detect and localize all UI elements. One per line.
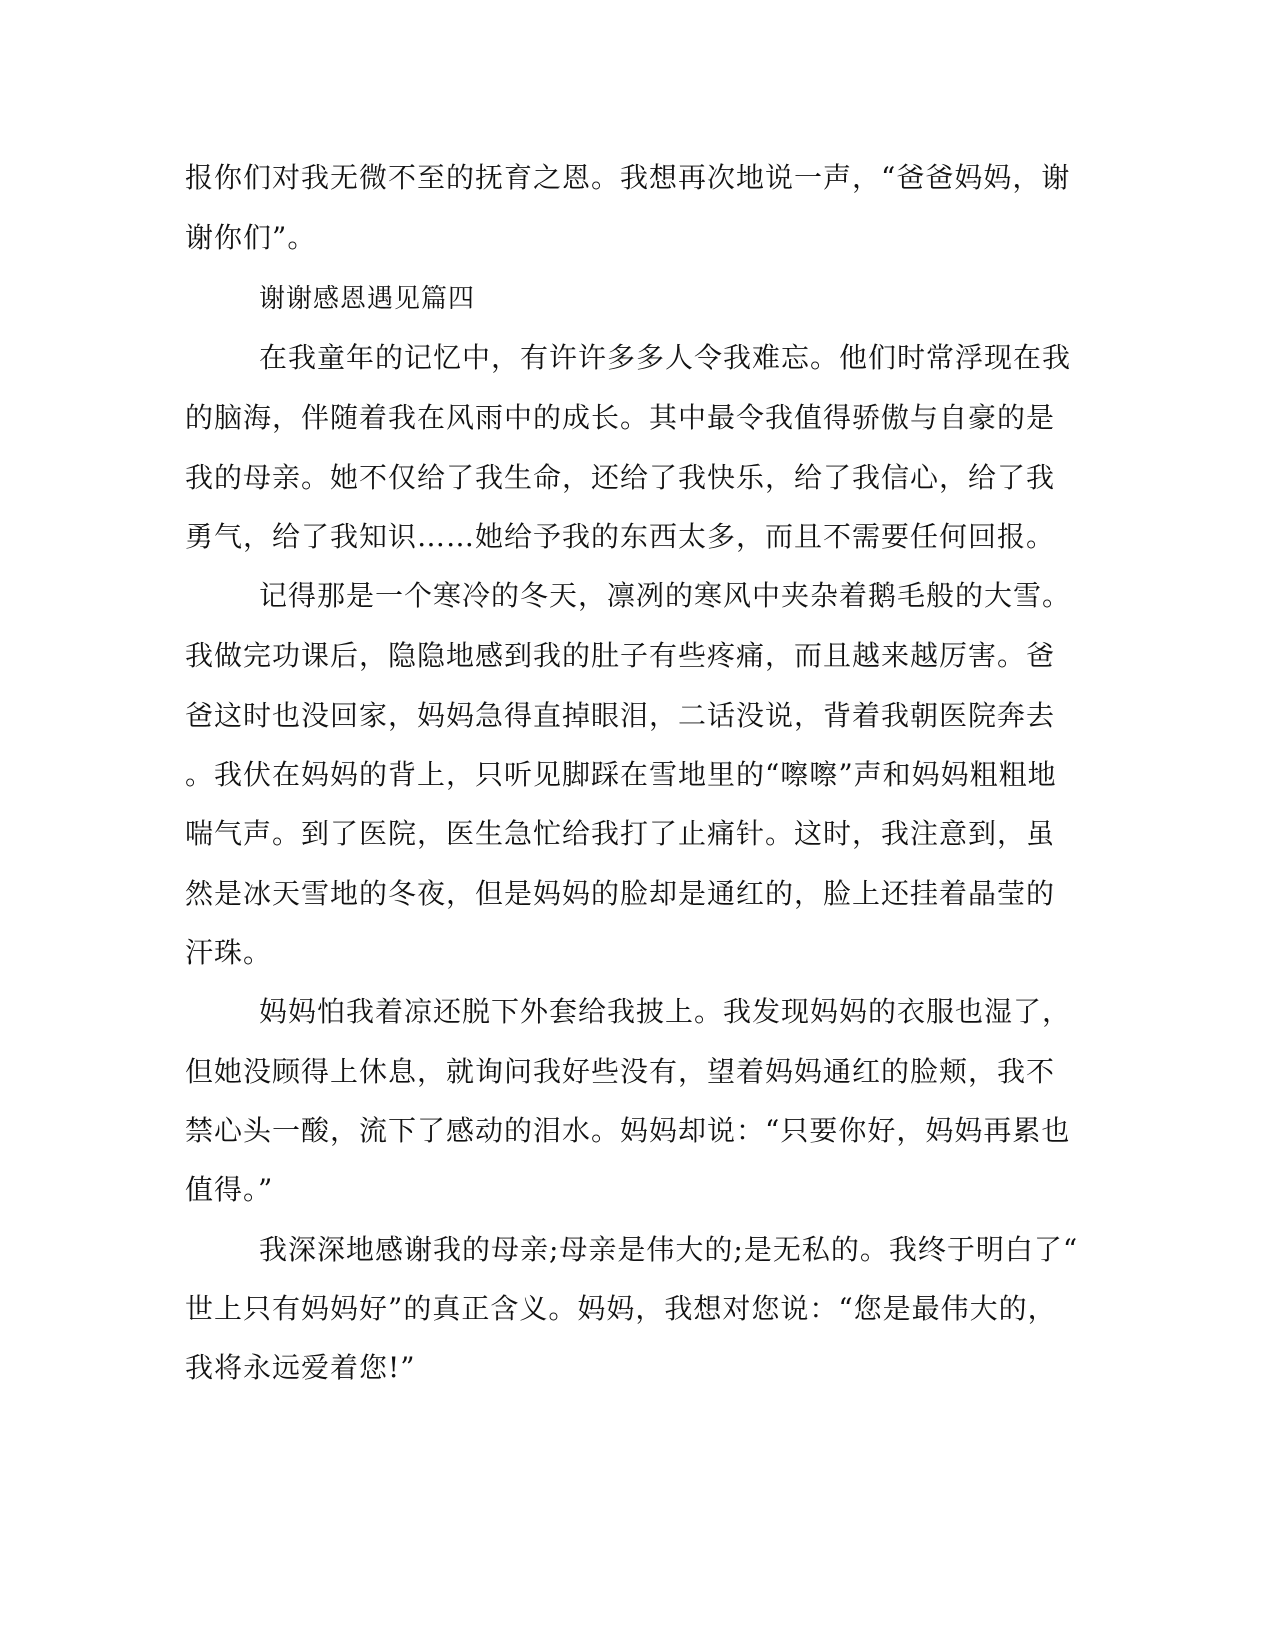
text-line: 喘气声。到了医院，医生急忙给我打了止痛针。这时，我注意到，虽 xyxy=(185,817,1056,850)
text-line: 报你们对我无微不至的抚育之恩。我想再次地说一声，“爸爸妈妈，谢 xyxy=(185,161,1071,194)
text-line: 我的母亲。她不仅给了我生命，还给了我快乐，给了我信心，给了我 xyxy=(185,461,1056,494)
text-line: 在我童年的记忆中，有许许多多人令我难忘。他们时常浮现在我 xyxy=(259,341,1072,374)
text-line: 汗珠。 xyxy=(185,936,273,969)
text-line: 谢你们”。 xyxy=(185,221,317,254)
text-line: 但她没顾得上休息，就询问我好些没有，望着妈妈通红的脸颊，我不 xyxy=(185,1055,1056,1088)
text-line: 然是冰天雪地的冬夜，但是妈妈的脸却是通红的，脸上还挂着晶莹的 xyxy=(185,877,1056,910)
text-line: 我做完功课后，隐隐地感到我的肚子有些疼痛，而且越来越厉害。爸 xyxy=(185,639,1056,672)
text-line: 妈妈怕我着凉还脱下外套给我披上。我发现妈妈的衣服也湿了， xyxy=(259,995,1072,1028)
text-line: 我深深地感谢我的母亲;母亲是伟大的;是无私的。我终于明白了“ xyxy=(259,1233,1079,1266)
text-line: 值得。” xyxy=(185,1173,274,1206)
text-line: 爸这时也没回家，妈妈急得直掉眼泪，二话没说，背着我朝医院奔去 xyxy=(185,699,1056,732)
text-line: 禁心头一酸，流下了感动的泪水。妈妈却说：“只要你好，妈妈再累也 xyxy=(185,1114,1071,1147)
text-line: 。我伏在妈妈的背上，只听见脚踩在雪地里的“嚓嚓”声和妈妈粗粗地 xyxy=(185,758,1057,791)
text-line: 我将永远爱着您!” xyxy=(185,1351,416,1384)
text-line: 记得那是一个寒冷的冬天，凛冽的寒风中夹杂着鹅毛般的大雪。 xyxy=(259,579,1072,612)
text-line: 世上只有妈妈好”的真正含义。妈妈，我想对您说：“您是最伟大的， xyxy=(185,1292,1057,1325)
section-heading: 谢谢感恩遇见篇四 xyxy=(259,284,476,314)
text-line: 的脑海，伴随着我在风雨中的成长。其中最令我值得骄傲与自豪的是 xyxy=(185,401,1056,434)
text-line: 勇气，给了我知识……她给予我的东西太多，而且不需要任何回报。 xyxy=(185,520,1056,553)
